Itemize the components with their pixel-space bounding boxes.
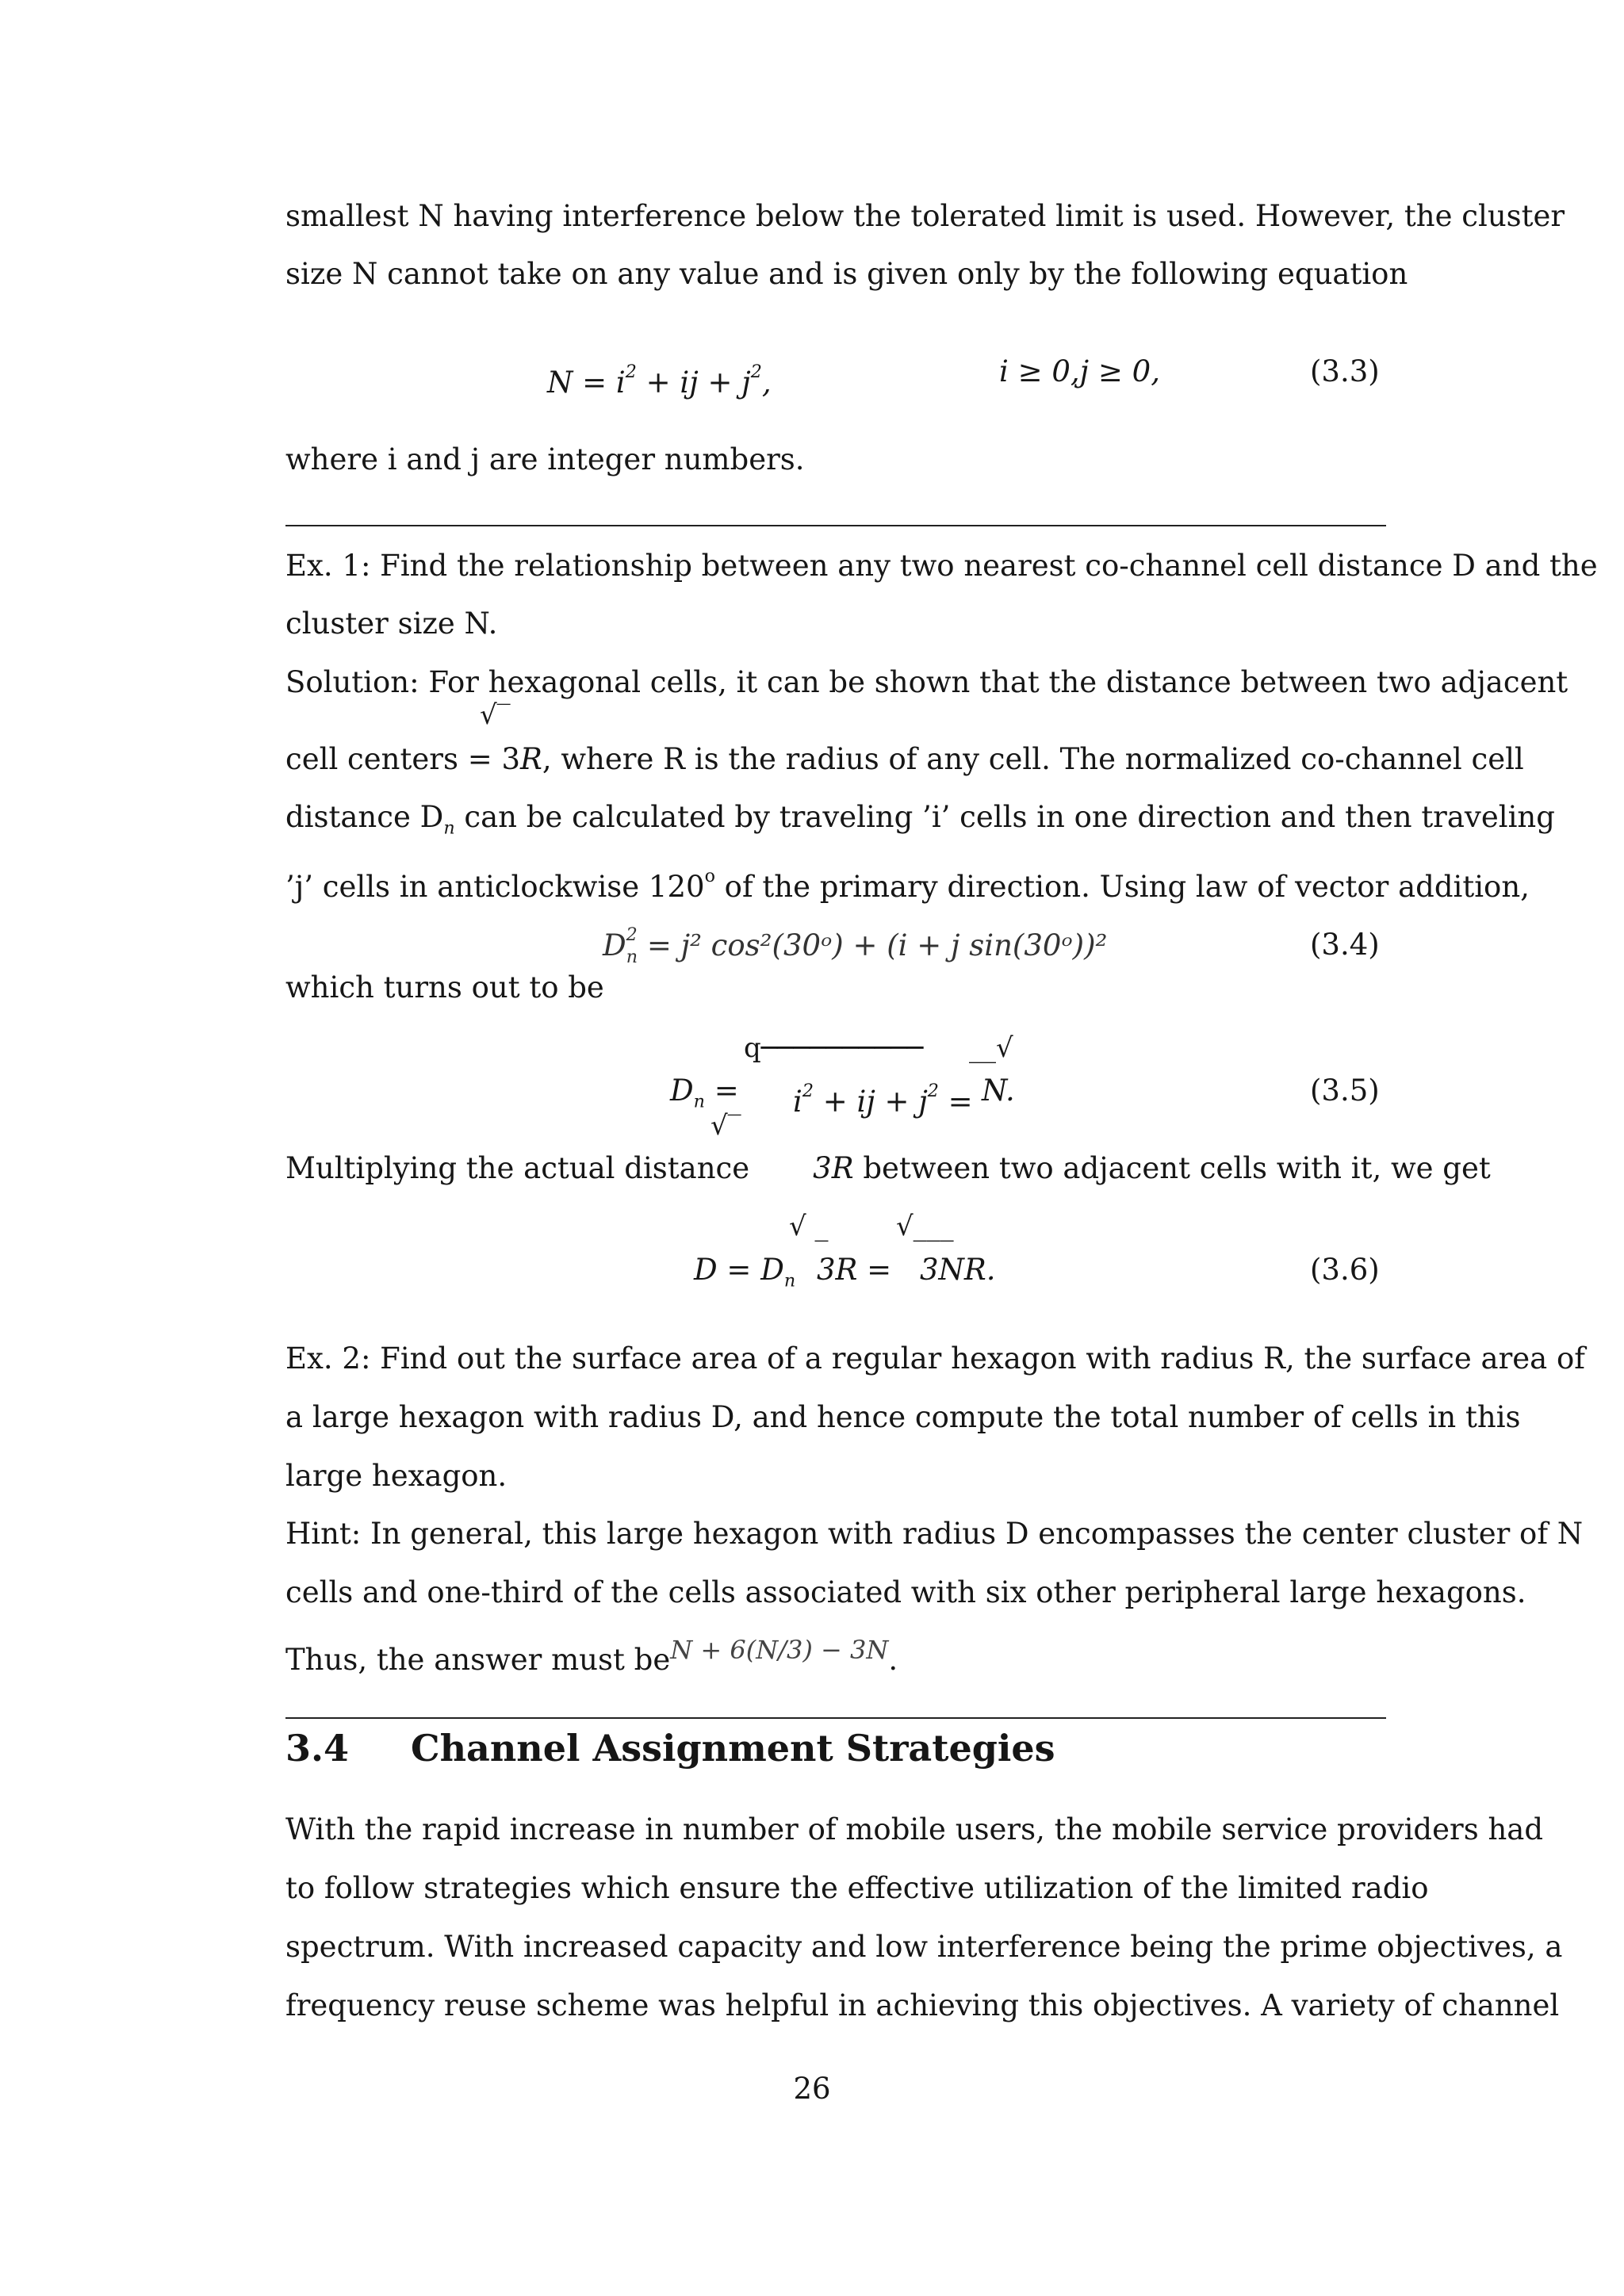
equation-3-5-rhs: N. — [982, 1073, 1015, 1108]
example-2-line: a large hexagon with radius D, and hence compute the total number of cells in this — [285, 1400, 1521, 1434]
section-heading — [285, 1724, 1055, 1772]
sqrt-symbol: √___ — [896, 1211, 954, 1242]
hint-line: Hint: In general, this large hexagon with radius D encompasses the center cluster of N — [285, 1517, 1584, 1551]
equation-number: (3.4) — [1310, 928, 1380, 962]
equation-3-3-condition: i ≥ 0,j ≥ 0, — [999, 354, 1160, 388]
section-number: 3.4 — [285, 1727, 350, 1770]
sqrt-bar: q────────── — [744, 1032, 924, 1064]
sqrt-symbol: √‾ — [480, 699, 511, 731]
solution-line: ’j’ cells in anticlockwise 120$^o$ of the primary direction. Using law of vector addition, — [285, 866, 1530, 905]
solution-line: cell centers = 3R, where R is the radius of any cell. The normalized co-channel cell — [285, 742, 1524, 776]
equation-3-4: $D^2_n = j^2$ cos²(30ᵒ) + (i + j sin(30ᵒ))² — [603, 924, 1108, 967]
equation-3-6-rhs: 3NR. — [920, 1253, 996, 1287]
equation-3-3: $N = i^2$ + ij + $j^2$, — [547, 362, 772, 400]
paragraph-line: frequency reuse scheme was helpful in achieving this objectives. A variety of channel — [285, 1988, 1560, 2022]
paragraph-line: to follow strategies which ensure the effective utilization of the limited radio — [285, 1871, 1429, 1905]
horizontal-rule — [285, 1717, 1386, 1719]
equation-3-6-mid: 3R = — [817, 1253, 892, 1287]
paragraph-line: Multiplying the actual distance 3R between two adjacent cells with it, we get — [285, 1151, 1491, 1185]
equation-3-5-lhs: $D_n$ = — [670, 1073, 739, 1112]
equation-number: (3.3) — [1310, 354, 1380, 388]
paragraph-line: With the rapid increase in number of mobile users, the mobile service providers had — [285, 1812, 1544, 1846]
sqrt-symbol: __√ — [969, 1032, 1013, 1064]
sqrt-symbol: √‾ — [710, 1110, 741, 1142]
example-2-line: Ex. 2: Find out the surface area of a regular hexagon with radius R, the surface area of — [285, 1341, 1585, 1376]
answer-formula: N + 6(N/3) − 3N — [670, 1635, 889, 1665]
solution-line: Solution: For hexagonal cells, it can be shown that the distance between two adjacent — [285, 665, 1568, 699]
example-1-line: cluster size N. — [285, 607, 498, 641]
paragraph-line: size N cannot take on any value and is given only by the following equation — [285, 257, 1408, 291]
equation-3-5-mid: $i^2$ + ij + $j^2$ = — [793, 1081, 973, 1119]
sqrt-symbol: √ _ — [789, 1211, 829, 1242]
paragraph-line: smallest N having interference below the tolerated limit is used. However, the cluster — [285, 199, 1565, 233]
paragraph-line: where i and j are integer numbers. — [285, 442, 805, 476]
page-number: 26 — [793, 2072, 831, 2106]
paragraph-line: spectrum. With increased capacity and low interference being the prime objectives, a — [285, 1930, 1563, 1964]
equation-number: (3.6) — [1310, 1253, 1380, 1287]
section-title: Channel Assignment Strategies — [411, 1727, 1055, 1770]
example-1-line: Ex. 1: Find the relationship between any two nearest co-channel cell distance D and the — [285, 549, 1598, 583]
solution-line: distance $D_n$ can be calculated by traveling ’i’ cells in one direction and then traveling — [285, 800, 1555, 839]
paragraph-line: which turns out to be — [285, 970, 604, 1004]
equation-number: (3.5) — [1310, 1073, 1380, 1108]
hint-line: cells and one-third of the cells associated with six other peripheral large hexagons. — [285, 1575, 1526, 1609]
answer-line: Thus, the answer must beN + 6(N/3) − 3N. — [285, 1635, 898, 1677]
equation-3-6-lhs: $D = D_n$ — [694, 1253, 796, 1292]
example-2-line: large hexagon. — [285, 1459, 508, 1493]
horizontal-rule — [285, 525, 1386, 526]
